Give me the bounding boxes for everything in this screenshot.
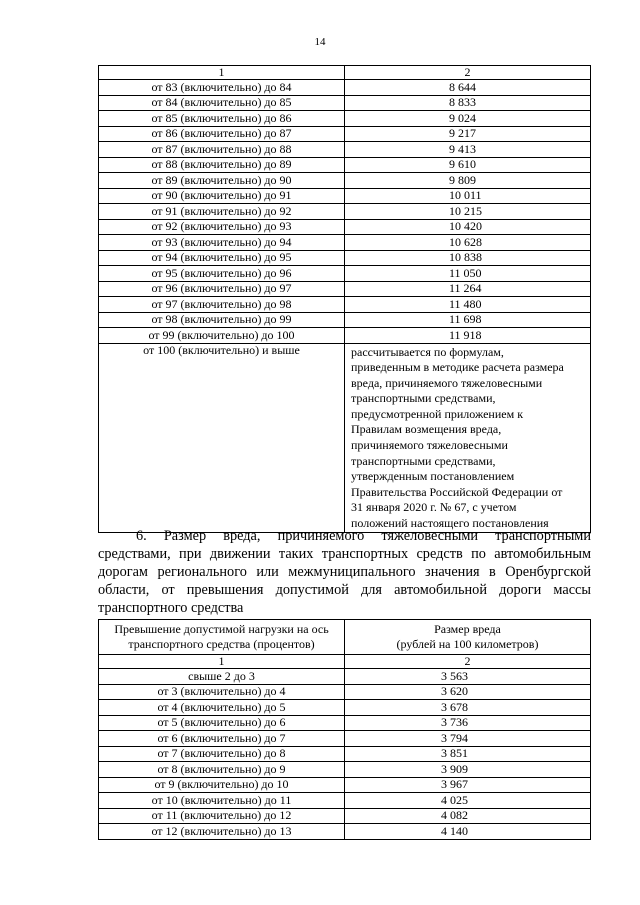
value-cell: 11 050 xyxy=(345,266,591,282)
table-row xyxy=(99,715,591,731)
range-cell: от 5 (включительно) до 6 xyxy=(99,715,345,731)
value-cell: 11 264 xyxy=(345,281,591,297)
table-row xyxy=(99,312,591,328)
formula-note-line: транспортными средствами, xyxy=(351,453,496,468)
damage-table-continued xyxy=(98,65,591,533)
paragraph-6-first-line: 6. Размер вреда, причиняемого тяжеловесными транспортными xyxy=(136,528,591,544)
range-cell: от 10 (включительно) до 11 xyxy=(99,793,345,809)
table-row xyxy=(99,762,591,778)
value-cell: 3 620 xyxy=(345,684,591,700)
range-cell: от 7 (включительно) до 8 xyxy=(99,746,345,762)
range-cell: от 91 (включительно) до 92 xyxy=(99,204,345,220)
value-cell: 10 420 xyxy=(345,219,591,235)
range-cell: от 95 (включительно) до 96 xyxy=(99,266,345,282)
value-cell: 8 833 xyxy=(345,95,591,111)
range-cell: от 96 (включительно) до 97 xyxy=(99,281,345,297)
range-cell: от 92 (включительно) до 93 xyxy=(99,219,345,235)
table-header-row xyxy=(99,66,591,80)
value-cell: 11 698 xyxy=(345,312,591,328)
table-row xyxy=(99,95,591,111)
column-1-number: 1 xyxy=(99,66,345,80)
table-row xyxy=(99,808,591,824)
header-damage-size xyxy=(345,620,591,655)
range-cell: от 90 (включительно) до 91 xyxy=(99,188,345,204)
value-cell: 9 809 xyxy=(345,173,591,189)
value-cell: 4 082 xyxy=(345,808,591,824)
page-number: 14 xyxy=(314,36,326,48)
range-cell: от 88 (включительно) до 89 xyxy=(99,157,345,173)
value-cell: 3 794 xyxy=(345,731,591,747)
header-axle-overload-line2: транспортного средства (процентов) xyxy=(128,637,315,651)
formula-note-line: Правилам возмещения вреда, xyxy=(351,422,502,437)
value-cell: 9 024 xyxy=(345,111,591,127)
value-cell: 3 678 xyxy=(345,700,591,716)
formula-note-line: приведенным в методике расчета размера xyxy=(351,360,564,375)
table-row xyxy=(99,80,591,96)
value-cell: 3 563 xyxy=(345,669,591,685)
formula-note-line: Правительства Российской Федерации от xyxy=(351,484,563,499)
range-cell: от 99 (включительно) до 100 xyxy=(99,328,345,344)
table-row xyxy=(99,824,591,840)
header-damage-size-line1: Размер вреда xyxy=(434,622,501,636)
column-1-number: 1 xyxy=(99,655,345,669)
formula-note-line: рассчитывается по формулам, xyxy=(351,344,504,359)
range-cell: от 89 (включительно) до 90 xyxy=(99,173,345,189)
table-row xyxy=(99,204,591,220)
table-row xyxy=(99,746,591,762)
range-cell: свыше 2 до 3 xyxy=(99,669,345,685)
value-cell: 9 610 xyxy=(345,157,591,173)
formula-note-line: вреда, причиняемого тяжеловесными xyxy=(351,375,543,390)
value-cell: 10 215 xyxy=(345,204,591,220)
value-cell: 8 644 xyxy=(345,80,591,96)
value-cell: 10 628 xyxy=(345,235,591,251)
table-row xyxy=(99,111,591,127)
value-cell: 4 025 xyxy=(345,793,591,809)
value-cell: 9 413 xyxy=(345,142,591,158)
header-axle-overload-line1: Превышение допустимой нагрузки на ось xyxy=(114,622,329,636)
value-cell: 3 967 xyxy=(345,777,591,793)
range-cell: от 8 (включительно) до 9 xyxy=(99,762,345,778)
range-cell: от 93 (включительно) до 94 xyxy=(99,235,345,251)
table-row xyxy=(99,157,591,173)
table-row xyxy=(99,142,591,158)
range-cell: от 9 (включительно) до 10 xyxy=(99,777,345,793)
range-cell: от 83 (включительно) до 84 xyxy=(99,80,345,96)
table-row xyxy=(99,250,591,266)
table-row xyxy=(99,328,591,344)
value-cell: 9 217 xyxy=(345,126,591,142)
column-number-row xyxy=(99,655,591,669)
range-cell: от 87 (включительно) до 88 xyxy=(99,142,345,158)
table-header-row xyxy=(99,620,591,655)
value-cell: 3 736 xyxy=(345,715,591,731)
range-cell: от 85 (включительно) до 86 xyxy=(99,111,345,127)
range-cell: от 84 (включительно) до 85 xyxy=(99,95,345,111)
table-row xyxy=(99,126,591,142)
range-cell: от 97 (включительно) до 98 xyxy=(99,297,345,313)
value-cell: 4 140 xyxy=(345,824,591,840)
range-cell: от 3 (включительно) до 4 xyxy=(99,684,345,700)
header-damage-size-line2: (рублей на 100 километров) xyxy=(396,637,539,651)
value-cell: 3 851 xyxy=(345,746,591,762)
formula-note-line: предусмотренной приложением к xyxy=(351,406,524,421)
table-row xyxy=(99,173,591,189)
range-cell: от 4 (включительно) до 5 xyxy=(99,700,345,716)
value-cell: 10 838 xyxy=(345,250,591,266)
table-row xyxy=(99,669,591,685)
table-row xyxy=(99,700,591,716)
table-row xyxy=(99,731,591,747)
table-row xyxy=(99,793,591,809)
paragraph-6-body: средствами, при движении таких транспортных средств по автомобильным дорогам регионального или межмуниципального значения в Оренбургской области, от превышения допустимой для автомобильной дороги массы транспортного средства xyxy=(98,546,591,616)
value-cell: 10 011 xyxy=(345,188,591,204)
range-cell: от 11 (включительно) до 12 xyxy=(99,808,345,824)
table-row xyxy=(99,281,591,297)
table-row xyxy=(99,235,591,251)
value-cell: 11 918 xyxy=(345,328,591,344)
table-row xyxy=(99,188,591,204)
header-axle-overload xyxy=(99,620,345,655)
paragraph-6 xyxy=(98,527,591,617)
formula-note-cell xyxy=(345,343,591,532)
formula-note-line: положений настоящего постановления xyxy=(351,516,549,531)
range-cell: от 100 (включительно) и выше xyxy=(99,343,345,532)
column-2-number: 2 xyxy=(345,655,591,669)
table-row xyxy=(99,219,591,235)
range-cell: от 94 (включительно) до 95 xyxy=(99,250,345,266)
formula-note-line: транспортными средствами, xyxy=(351,391,496,406)
formula-note-line: утвержденным постановлением xyxy=(351,469,515,484)
table-row xyxy=(99,777,591,793)
table-row xyxy=(99,297,591,313)
axle-load-damage-table xyxy=(98,619,591,840)
formula-note-line: 31 января 2020 г. № 67, с учетом xyxy=(351,500,517,515)
value-cell: 11 480 xyxy=(345,297,591,313)
table-row xyxy=(99,266,591,282)
table-row xyxy=(99,684,591,700)
range-cell: от 98 (включительно) до 99 xyxy=(99,312,345,328)
range-cell: от 86 (включительно) до 87 xyxy=(99,126,345,142)
table-row-last xyxy=(99,343,591,532)
column-2-number: 2 xyxy=(345,66,591,80)
range-cell: от 12 (включительно) до 13 xyxy=(99,824,345,840)
range-cell: от 6 (включительно) до 7 xyxy=(99,731,345,747)
value-cell: 3 909 xyxy=(345,762,591,778)
formula-note-line: причиняемого тяжеловесными xyxy=(351,438,508,453)
